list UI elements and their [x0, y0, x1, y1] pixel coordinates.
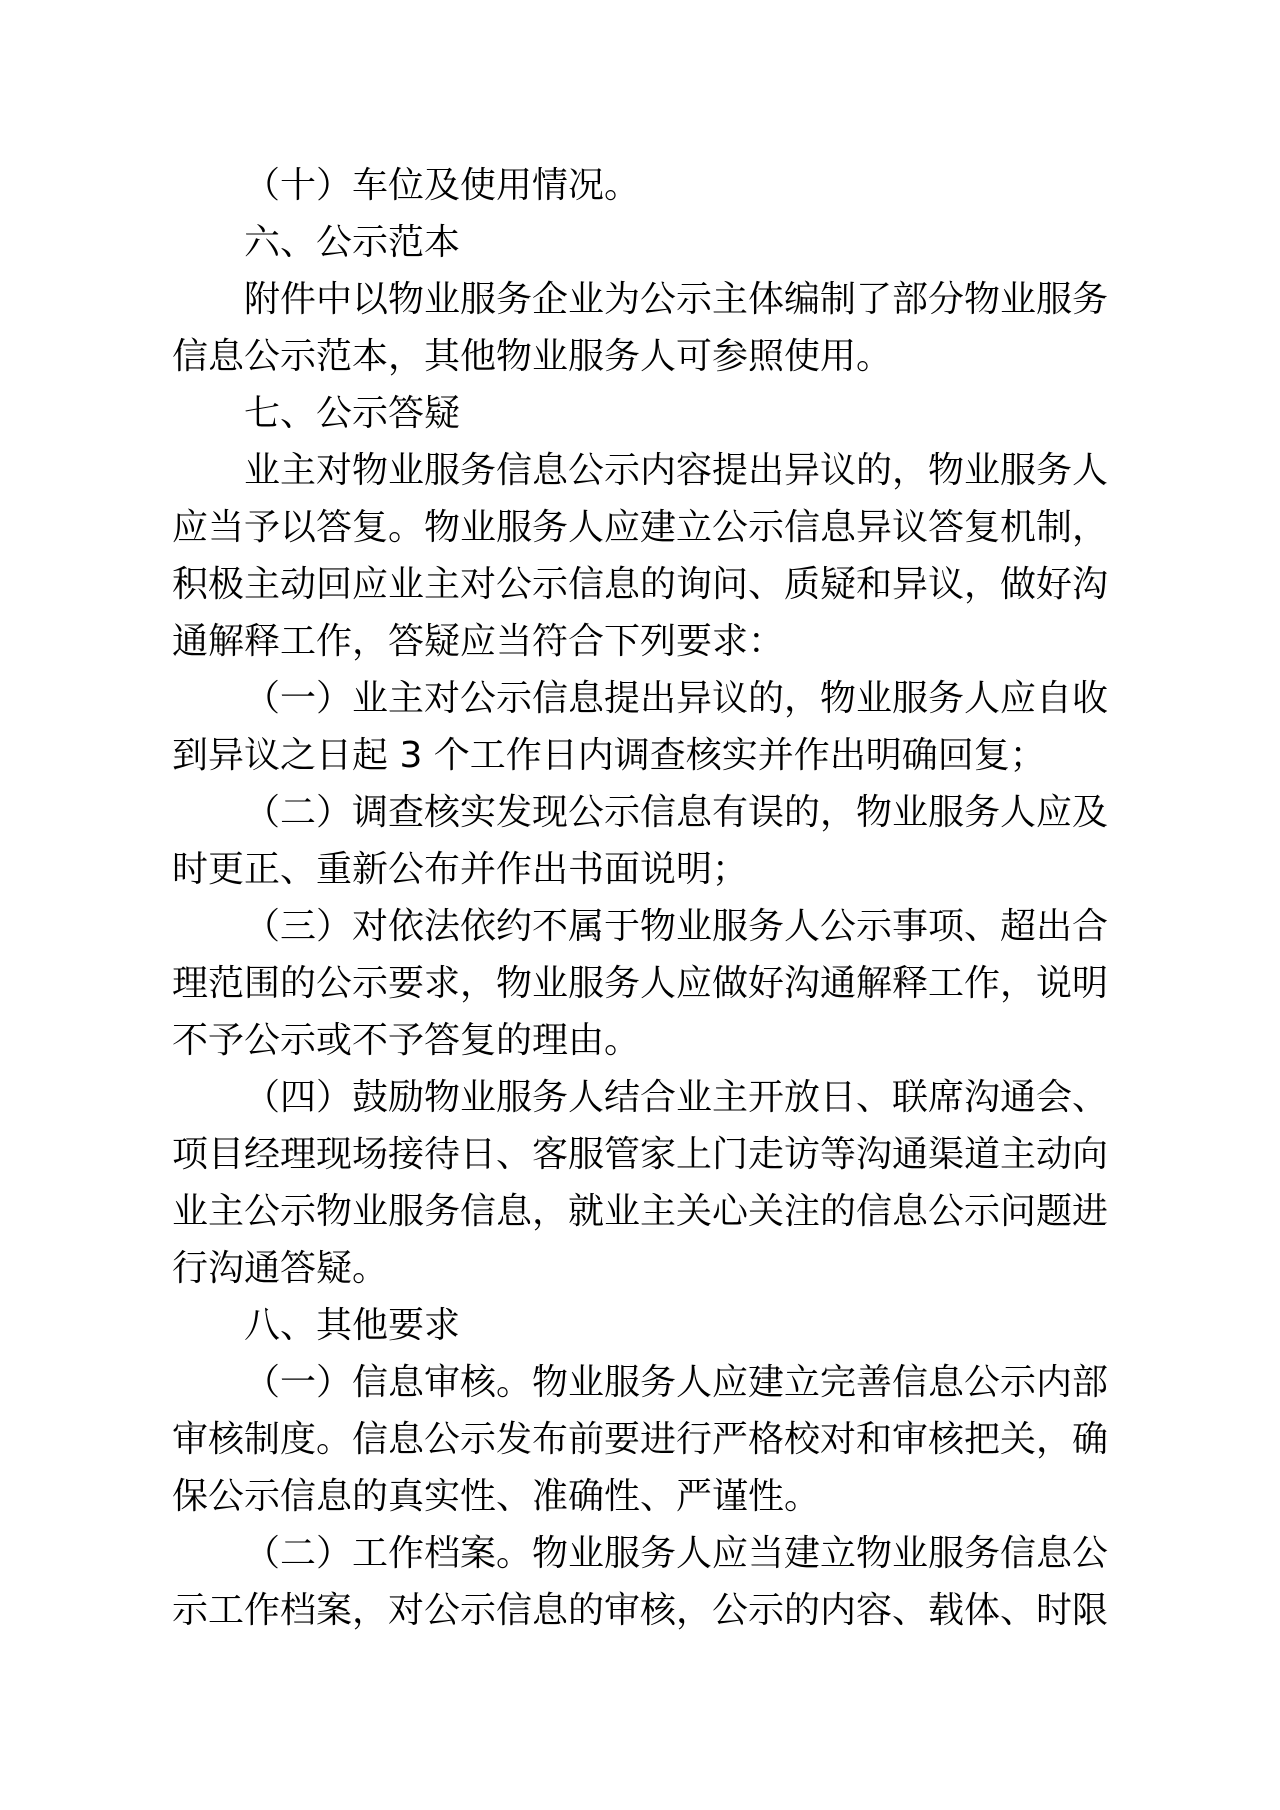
paragraph: （二）调查核实发现公示信息有误的，物业服务人应及时更正、重新公布并作出书面说明；	[172, 792, 1109, 890]
paragraph: 附件中以物业服务企业为公示主体编制了部分物业服务信息公示范本，其他物业服务人可参照使用。	[172, 279, 1109, 377]
paragraph: （二）工作档案。物业服务人应当建立物业服务信息公示工作档案，对公示信息的审核，公示的内容、载体、时限	[172, 1533, 1109, 1631]
paragraph: 六、公示范本	[244, 222, 461, 263]
paragraph: （三）对依法依约不属于物业服务人公示事项、超出合理范围的公示要求，物业服务人应做好沟通解释工作，说明不予公示或不予答复的理由。	[172, 906, 1109, 1061]
paragraph: 业主对物业服务信息公示内容提出异议的，物业服务人应当予以答复。物业服务人应建立公示信息异议答复机制，积极主动回应业主对公示信息的询问、质疑和异议，做好沟通解释工作，答疑应当符合下列要求：	[172, 450, 1109, 662]
paragraph: 七、公示答疑	[244, 393, 461, 434]
text-block	[172, 157, 1108, 1639]
paragraph: （一）业主对公示信息提出异议的，物业服务人应自收到异议之日起 3 个工作日内调查核实并作出明确回复；	[172, 678, 1109, 776]
paragraph: （十）车位及使用情况。	[244, 165, 641, 206]
paragraph: 八、其他要求	[244, 1305, 461, 1346]
paragraph: （一）信息审核。物业服务人应建立完善信息公示内部审核制度。信息公示发布前要进行严格校对和审核把关，确保公示信息的真实性、准确性、严谨性。	[172, 1362, 1109, 1517]
paragraph: （四）鼓励物业服务人结合业主开放日、联席沟通会、项目经理现场接待日、客服管家上门走访等沟通渠道主动向业主公示物业服务信息，就业主关心关注的信息公示问题进行沟通答疑。	[172, 1077, 1109, 1289]
